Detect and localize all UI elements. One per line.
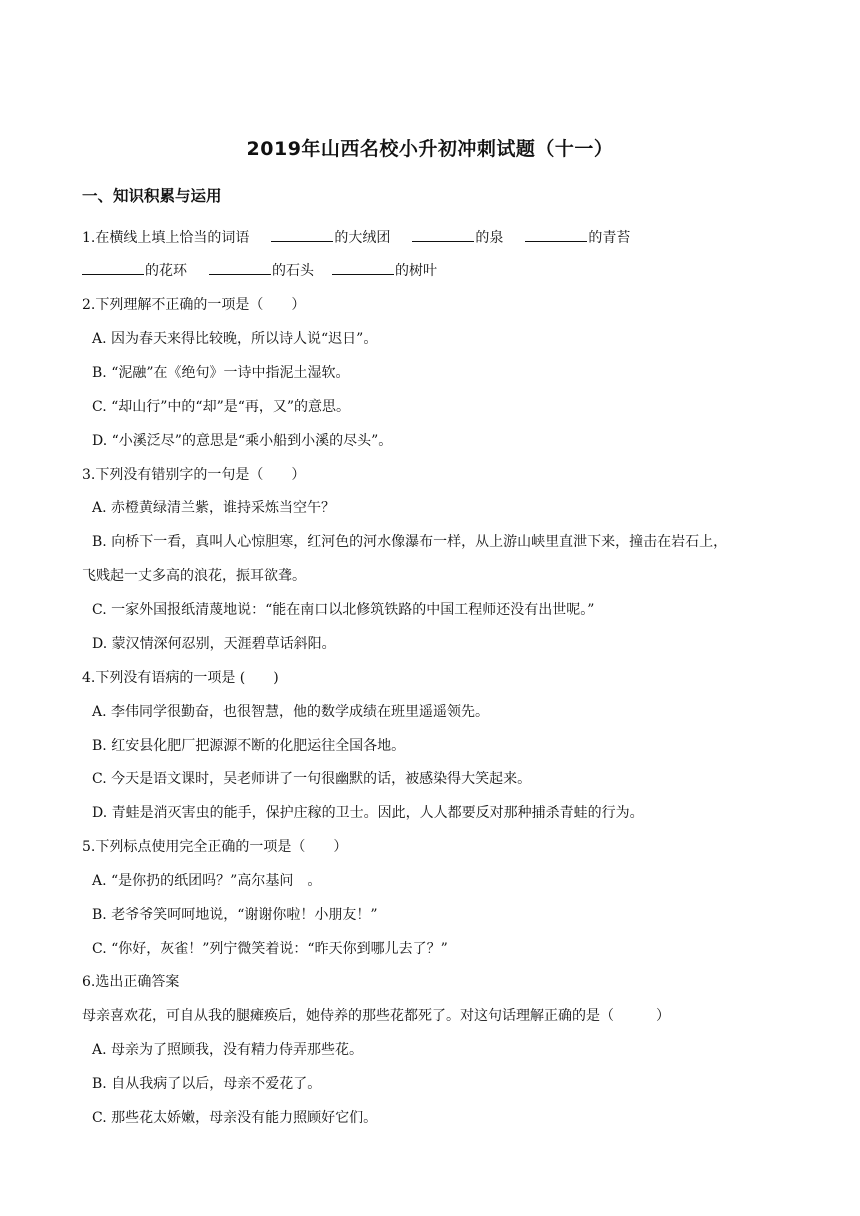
question-4-option-d[interactable]: D. 青蛙是消灭害虫的能手，保护庄稼的卫士。因此，人人都要反对那种捕杀青蛙的行为。 <box>92 805 644 821</box>
question-3-option-d[interactable]: D. 蒙汉情深何忍别，天涯碧草话斜阳。 <box>92 636 336 652</box>
blank-suffix: 的花环 <box>145 263 187 279</box>
question-5-option-b[interactable]: B. 老爷爷笑呵呵地说，“谢谢你啦！小朋友！” <box>92 907 378 923</box>
question-4-option-b[interactable]: B. 红安县化肥厂把源源不断的化肥运往全国各地。 <box>92 738 406 754</box>
blank-field[interactable] <box>412 228 474 242</box>
question-5-stem: 5.下列标点使用完全正确的一项是（ ） <box>82 839 348 855</box>
blank-suffix: 的树叶 <box>395 263 437 279</box>
blank-field[interactable] <box>332 261 394 275</box>
question-3-option-b-continued: 飞贱起一丈多高的浪花，振耳欲聋。 <box>82 568 306 584</box>
question-6-option-c[interactable]: C. 那些花太娇嫩，母亲没有能力照顾好它们。 <box>92 1110 378 1126</box>
question-4-stem: 4.下列没有语病的一项是 ( ) <box>82 670 279 686</box>
blank-field[interactable] <box>271 228 333 242</box>
question-3-option-a[interactable]: A. 赤橙黄绿清兰紫，谁持采炼当空午？ <box>92 500 336 516</box>
question-6-option-a[interactable]: A. 母亲为了照顾我，没有精力侍弄那些花。 <box>92 1042 364 1058</box>
question-6-stem: 6.选出正确答案 <box>82 974 180 990</box>
question-2-option-b[interactable]: B. “泥融”在《绝句》一诗中指泥土湿软。 <box>92 365 350 381</box>
blank-suffix: 的石头 <box>272 263 314 279</box>
question-4-option-c[interactable]: C. 今天是语文课时，吴老师讲了一句很幽默的话，被感染得大笑起来。 <box>92 771 532 787</box>
question-2-option-a[interactable]: A. 因为春天来得比较晚，所以诗人说“迟日”。 <box>92 331 378 347</box>
page-title: 2019年山西名校小升初冲刺试题（十一） <box>246 138 614 160</box>
blank-field[interactable] <box>209 261 271 275</box>
question-1-row-2 <box>82 261 437 281</box>
question-5-option-c[interactable]: C. “你好，灰雀！”列宁微笑着说：“昨天你到哪儿去了？” <box>92 941 448 957</box>
section-heading: 一、知识积累与运用 <box>82 187 222 205</box>
question-4-option-a[interactable]: A. 李伟同学很勤奋，也很智慧，他的数学成绩在班里遥遥领先。 <box>92 704 490 720</box>
blank-suffix: 的大绒团 <box>334 230 391 246</box>
question-1-row-1 <box>82 228 630 248</box>
blank-suffix: 的青苔 <box>588 230 631 246</box>
question-6-passage: 母亲喜欢花，可自从我的腿瘫痪后，她侍养的那些花都死了。对这句话理解正确的是（ ） <box>82 1008 670 1024</box>
question-3-option-c[interactable]: C. 一家外国报纸清蔑地说：“能在南口以北修筑铁路的中国工程师还没有出世呢。” <box>92 602 595 618</box>
blank-field[interactable] <box>82 261 144 275</box>
question-2-option-d[interactable]: D. “小溪泛尽”的意思是“乘小船到小溪的尽头”。 <box>92 433 393 449</box>
question-3-stem: 3.下列没有错别字的一句是（ ） <box>82 467 306 483</box>
question-2-stem: 2.下列理解不正确的一项是（ ） <box>82 297 306 313</box>
question-5-option-a[interactable]: A. “是你扔的纸团吗？”高尔基问 。 <box>92 873 322 889</box>
blank-suffix: 的泉 <box>475 230 504 246</box>
question-6-option-b[interactable]: B. 自从我病了以后，母亲不爱花了。 <box>92 1076 322 1092</box>
question-3-option-b[interactable]: B. 向桥下一看，真叫人心惊胆寒，红河色的河水像瀑布一样，从上游山峡里直泄下来，撞击在岩石上， <box>92 534 728 550</box>
question-2-option-c[interactable]: C. “却山行”中的“却”是“再，又”的意思。 <box>92 399 351 415</box>
question-1-prefix: 1.在横线上填上恰当的词语 <box>82 230 250 246</box>
blank-field[interactable] <box>525 228 587 242</box>
